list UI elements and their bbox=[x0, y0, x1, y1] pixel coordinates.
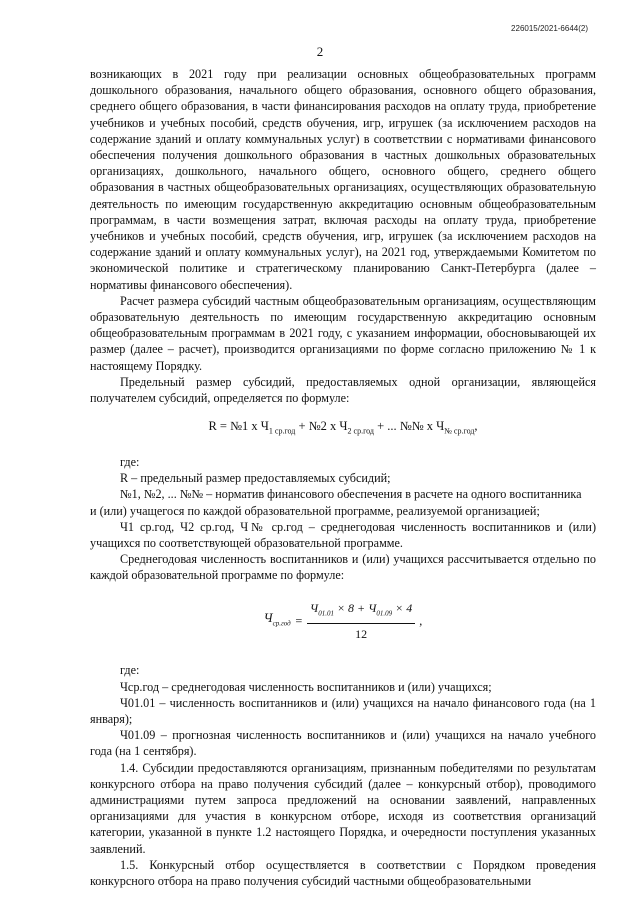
paragraph-calculation: Расчет размера субсидий частным общеобразовательным организациям, осуществляющим образовательную деятельность по имеющим государственную аккредитацию основным общеобразовательным программам в 2021 году, с указанием информации, обосновывающей их размер (далее – расчет), производится организациями по форме согласно приложению № 1 к настоящему Порядку. bbox=[90, 293, 596, 373]
paragraph-1-4: 1.4. Субсидии предоставляются организациям, признанным победителями по результатам конкурсного отбора на право получения субсидий (далее – конкурсный отбор), проводимого администрациями путем запроса предложений на основании заявлений, направленных организациями для участия в конкурсном отборе, исходя из соответствия организаций категории, указанной в пункте 1.2 настоящего Порядка, и очередности поступления указанных заявлений. bbox=[90, 760, 596, 856]
fraction-denominator: 12 bbox=[355, 627, 368, 642]
definition-r: R – предельный размер предоставляемых субсидий; bbox=[120, 471, 391, 486]
document-body bbox=[90, 66, 596, 889]
formula-fraction bbox=[307, 600, 415, 643]
where-label-2: где: bbox=[120, 663, 140, 678]
definition-norm-cont: и (или) учащегося по каждой образовательной программе, реализуемой организацией; bbox=[90, 503, 540, 518]
page-number: 2 bbox=[316, 44, 324, 59]
formula-subsidy-limit: R = №1 x $Ч_{1 ср.год}$ + №2 x $Ч_{2 ср.год}$ + ... №№ x $Ч_{№ ср.год}$, bbox=[208, 419, 478, 436]
definition-jan: Ч01.01 – численность воспитанников и (или) учащихся на начало финансового года (на 1 января); bbox=[90, 695, 596, 726]
definition-norm: №1, №2, ... №№ – норматив финансового обеспечения в расчете на одного воспитанника bbox=[120, 487, 582, 502]
definition-avg-count: Ч1 ср.год, Ч2 ср.год, Ч№ ср.год – среднегодовая численность воспитанников и (или) учащихся по соответствующей образовательной программе. bbox=[90, 519, 596, 550]
document-id: 226015/2021-6644(2) bbox=[511, 24, 588, 33]
paragraph-limit-size: Предельный размер субсидий, предоставляемых одной организации, являющейся получателем субсидий, определяется по формуле: bbox=[90, 374, 596, 406]
paragraph-avg-formula-intro: Среднегодовая численность воспитанников и (или) учащихся рассчитывается отдельно по каждой образовательной программе по формуле: bbox=[90, 552, 596, 583]
paragraph-1-5: 1.5. Конкурсный отбор осуществляется в соответствии с Порядком проведения конкурсного отбора на право получения субсидий частными общеобразовательными bbox=[90, 857, 596, 889]
paragraph-continuation: возникающих в 2021 году при реализации основных общеобразовательных программ дошкольного образования, начального общего образования, основного общего образования, среднего общего образования, в части финансирования расходов на оплату труда, приобретение учебников и учебных пособий, средств обучения, игр, игрушек (за исключением расходов на содержание зданий и оплату коммунальных услуг) в соответствии с нормативами финансового обеспечения получения дошкольного образования в частных дошкольных образовательных организациях, дошкольного, начального общего, основного общего, среднего общего образования в частных общеобразовательных организациях, осуществляющих образовательную деятельность по имеющим государственную аккредитацию основным общеобразовательным программам, в части возмещения затрат, включая расходы на оплату труда, приобретение учебников и учебных пособий, средств обучения, игр, игрушек (за исключением расходов на содержание зданий и оплату коммунальных услуг), на 2021 год, утверждаемыми Комитетом по экономической политике и стратегическому планированию Санкт-Петербурга (далее – нормативы финансового обеспечения). bbox=[90, 67, 596, 292]
formula-avg-count: $Ч_{ср.год}$ = $\frac{Ч_{01.01} \times 8 + Ч_{01.09} \times 4}{12}$ , bbox=[263, 600, 423, 642]
fraction-numerator: $Ч_{01.01} \times 8 + Ч_{01.09} \times 4$ bbox=[307, 600, 415, 625]
definition-avg: Чср.год – среднегодовая численность воспитанников и (или) учащихся; bbox=[120, 679, 492, 694]
where-label: где: bbox=[120, 454, 140, 469]
definition-sep: Ч01.09 – прогнозная численность воспитанников и (или) учащихся на начало учебного года (на 1 сентября). bbox=[90, 728, 596, 759]
